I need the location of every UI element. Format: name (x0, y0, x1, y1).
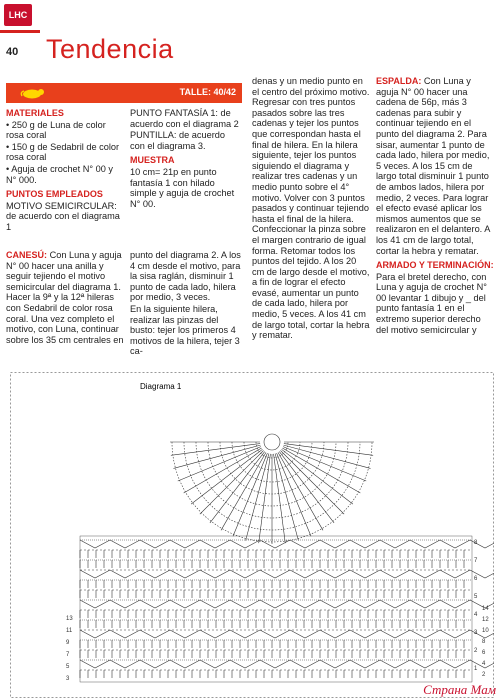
yoke-continued (130, 250, 244, 358)
band-fan-stitch (440, 600, 470, 608)
row-number: 3 (474, 630, 478, 636)
band-fan-stitch (260, 540, 290, 548)
band-fan-stitch (290, 570, 320, 578)
band-fan-stitch (200, 630, 230, 638)
row-number: 4 (482, 661, 486, 667)
materials-item: • 250 g de Luna de color rosa coral (6, 119, 106, 141)
yoke-darts-text: En la siguiente hilera, realizar las pinzas del busto: tejer los primeros 4 motivos de la hilera, tejer 3 ca- (130, 303, 240, 357)
band-fan-stitch (230, 660, 260, 668)
band-fan-stitch (200, 570, 230, 578)
row-number: 5 (474, 594, 478, 600)
row-number: 14 (482, 606, 489, 612)
row-number: 9 (66, 640, 70, 646)
row-number: 6 (482, 650, 486, 656)
crochet-diagram (10, 372, 494, 698)
page-number: 40 (6, 46, 19, 58)
band-fan-stitch (320, 630, 350, 638)
assembly-text: Para el bretel derecho, con Luna y aguja de crochet N° 00 levantar 1 dibujo y _ del punto fantasía 1 en el extremo superior derecho del motivo semicircular y (376, 271, 487, 335)
magazine-logo: LHC (4, 4, 32, 26)
size-banner (6, 83, 242, 103)
row-number: 2 (474, 648, 478, 654)
size-label: TALLE: 40/42 (179, 87, 236, 97)
band-fan-stitch (290, 600, 320, 608)
row-number: 1 (474, 666, 478, 672)
band-fan-stitch (80, 570, 110, 578)
band-fan-stitch (170, 540, 200, 548)
materials-item: • 150 g de Sedabril de color rosa coral (6, 141, 120, 163)
band-fan-stitch (200, 540, 230, 548)
band-fan-stitch (440, 660, 470, 668)
band-fan-stitch (80, 630, 110, 638)
band-fan-stitch (170, 630, 200, 638)
row-number: 8 (474, 540, 478, 546)
fan-spoke (200, 450, 264, 514)
row-number: 5 (66, 664, 70, 670)
band-fan-stitch (410, 540, 440, 548)
band-fan-stitch (260, 660, 290, 668)
band-fan-stitch (200, 660, 230, 668)
band-fan-stitch (110, 630, 140, 638)
band-fan-stitch (140, 630, 170, 638)
edging-text: PUNTILLA: de acuerdo con el diagrama 3. (130, 130, 225, 151)
band-fan-stitch (230, 600, 260, 608)
stitches-heading: PUNTOS EMPLEADOS (6, 189, 103, 200)
row-number: 4 (474, 612, 478, 618)
band-fan-stitch (350, 660, 380, 668)
band-fan-stitch (440, 540, 470, 548)
band-fan-stitch (290, 540, 320, 548)
band-fan-stitch (290, 630, 320, 638)
pattern-stitches-block (130, 108, 242, 210)
band-fan-stitch (110, 660, 140, 668)
band-fan-stitch (110, 570, 140, 578)
band-fan-stitch (320, 600, 350, 608)
center-ring (264, 434, 280, 450)
band-fan-stitch (200, 600, 230, 608)
band-fan-stitch (80, 660, 110, 668)
band-fan-stitch (260, 630, 290, 638)
back-text: Con Luna y aguja N° 00 hacer una cadena de 56p, más 3 cadenas para subir y continuar tejiendo en el punto del diagrama 2. Para sisar, aumentar 1 punto de cada lado, hilera por medio, 5 veces. A los 15 cm de largo total disminuir 1 punto de ambos lados, hilera por medio, 2 veces. Para lograr el efecto evasé aplicar los mismos aumentos que se realizaron en el delantero. A los 41 cm de largo total, cortar la hebra y rematar. (376, 76, 490, 256)
row-number: 7 (66, 652, 70, 658)
yoke-block (6, 250, 124, 346)
yoke-text: Con Luna y aguja N° 00 hacer una anilla y seguir tejiendo el motivo semicircular del diagrama 1. Hacer la 9ª y la 12ª hileras con Sedabril de color rosa coral. Una vez completo el motivo, con Luna, continuar sobre los 35 cm centrales en (6, 250, 124, 345)
band-fan-stitch (140, 540, 170, 548)
fantasy-stitch-text: PUNTO FANTASÍA 1: de acuerdo con el diagrama 2 (130, 108, 239, 129)
band-fan-stitch (110, 540, 140, 548)
row-number: 11 (66, 628, 73, 634)
back-block (376, 76, 494, 336)
band-fan-stitch (380, 570, 410, 578)
header-accent-bar (0, 30, 40, 33)
band-fan-stitch (260, 570, 290, 578)
band-fan-stitch (440, 630, 470, 638)
band-fan-stitch (350, 540, 380, 548)
front-instructions-text: denas y un medio punto en el centro del próximo motivo. Regresar con tres puntos pasados sobre las tres cadenas y tejer los puntos que correspondan hasta el final de hilera. En la hilera siguiente, tejer los puntos siguiendo el diagrama y realizar tres cadenas y un medio punto sobre el 4° motivo. Volver con 3 puntos pasados y continuar tejiendo hasta el final de la hilera. Confeccionar la pinza sobre el margen contrario de igual forma. Retomar todos los puntos del tejido. A los 20 cm de largo desde el motivo, a fin de lograr el efecto evasé, aumentar un punto de cada lado, hilera por medio, 5 veces. A los 41 cm de largo total, cortar la hebra y rematar. (252, 76, 370, 341)
band-fan-stitch (170, 600, 200, 608)
band-fan-stitch (140, 660, 170, 668)
gauge-text: 10 cm= 21p en punto fantasía 1 con hilado simple y aguja de crochet N° 00. (130, 166, 235, 209)
band-fan-stitch (110, 600, 140, 608)
row-number: 3 (66, 676, 70, 682)
band-fan-stitch (380, 540, 410, 548)
band-fan-stitch (410, 630, 440, 638)
band-fan-stitch (350, 570, 380, 578)
band-fan-stitch (230, 540, 260, 548)
band-fan-stitch (320, 570, 350, 578)
band-fan-stitch (230, 630, 260, 638)
row-number: 6 (474, 576, 478, 582)
page-title: Tendencia (46, 34, 174, 64)
front-instructions (252, 76, 370, 342)
band-fan-stitch (80, 540, 110, 548)
band-fan-stitch (140, 600, 170, 608)
yoke-continued-text: punto del diagrama 2. A los 4 cm desde el motivo, para la sisa raglán, disminuir 1 punto de cada lado, hilera por medio, 3 veces. (130, 250, 241, 303)
band-fan-stitch (320, 540, 350, 548)
band-fan-stitch (380, 660, 410, 668)
stitches-text: MOTIVO SEMICIRCULAR: de acuerdo con el diagrama 1 (6, 200, 120, 232)
band-fan-stitch (80, 600, 110, 608)
row-number: 2 (482, 672, 486, 678)
band-fan-stitch (380, 600, 410, 608)
row-number: 12 (482, 617, 489, 623)
materials-heading: MATERIALES (6, 108, 64, 118)
band-fan-stitch (410, 660, 440, 668)
band-fan-stitch (380, 630, 410, 638)
diagram-title: Diagrama 1 (140, 382, 182, 391)
watermark-text: Страна Мам (423, 682, 496, 697)
yarn-ball-icon (20, 87, 46, 99)
yoke-heading: CANESÚ: (6, 250, 48, 260)
materials-block (6, 108, 124, 234)
band-fan-stitch (290, 660, 320, 668)
band-fan-stitch (440, 570, 470, 578)
row-number: 13 (66, 616, 73, 622)
gauge-heading: MUESTRA (130, 155, 175, 166)
band-fan-stitch (170, 660, 200, 668)
band-fan-stitch (410, 600, 440, 608)
band-fan-stitch (170, 570, 200, 578)
band-fan-stitch (140, 570, 170, 578)
band-fan-stitch (260, 600, 290, 608)
assembly-heading: ARMADO Y TERMINACIÓN: (376, 260, 494, 271)
materials-item: • Aguja de crochet N° 00 y N° 000. (6, 163, 113, 185)
back-heading: ESPALDA: (376, 76, 422, 86)
band-fan-stitch (410, 570, 440, 578)
band-fan-stitch (350, 600, 380, 608)
band-fan-stitch (320, 660, 350, 668)
fan-spoke (280, 450, 344, 514)
band-fan-stitch (230, 570, 260, 578)
row-number: 10 (482, 628, 489, 634)
band-fan-stitch (350, 630, 380, 638)
row-number: 8 (482, 639, 486, 645)
row-number: 7 (474, 558, 478, 564)
